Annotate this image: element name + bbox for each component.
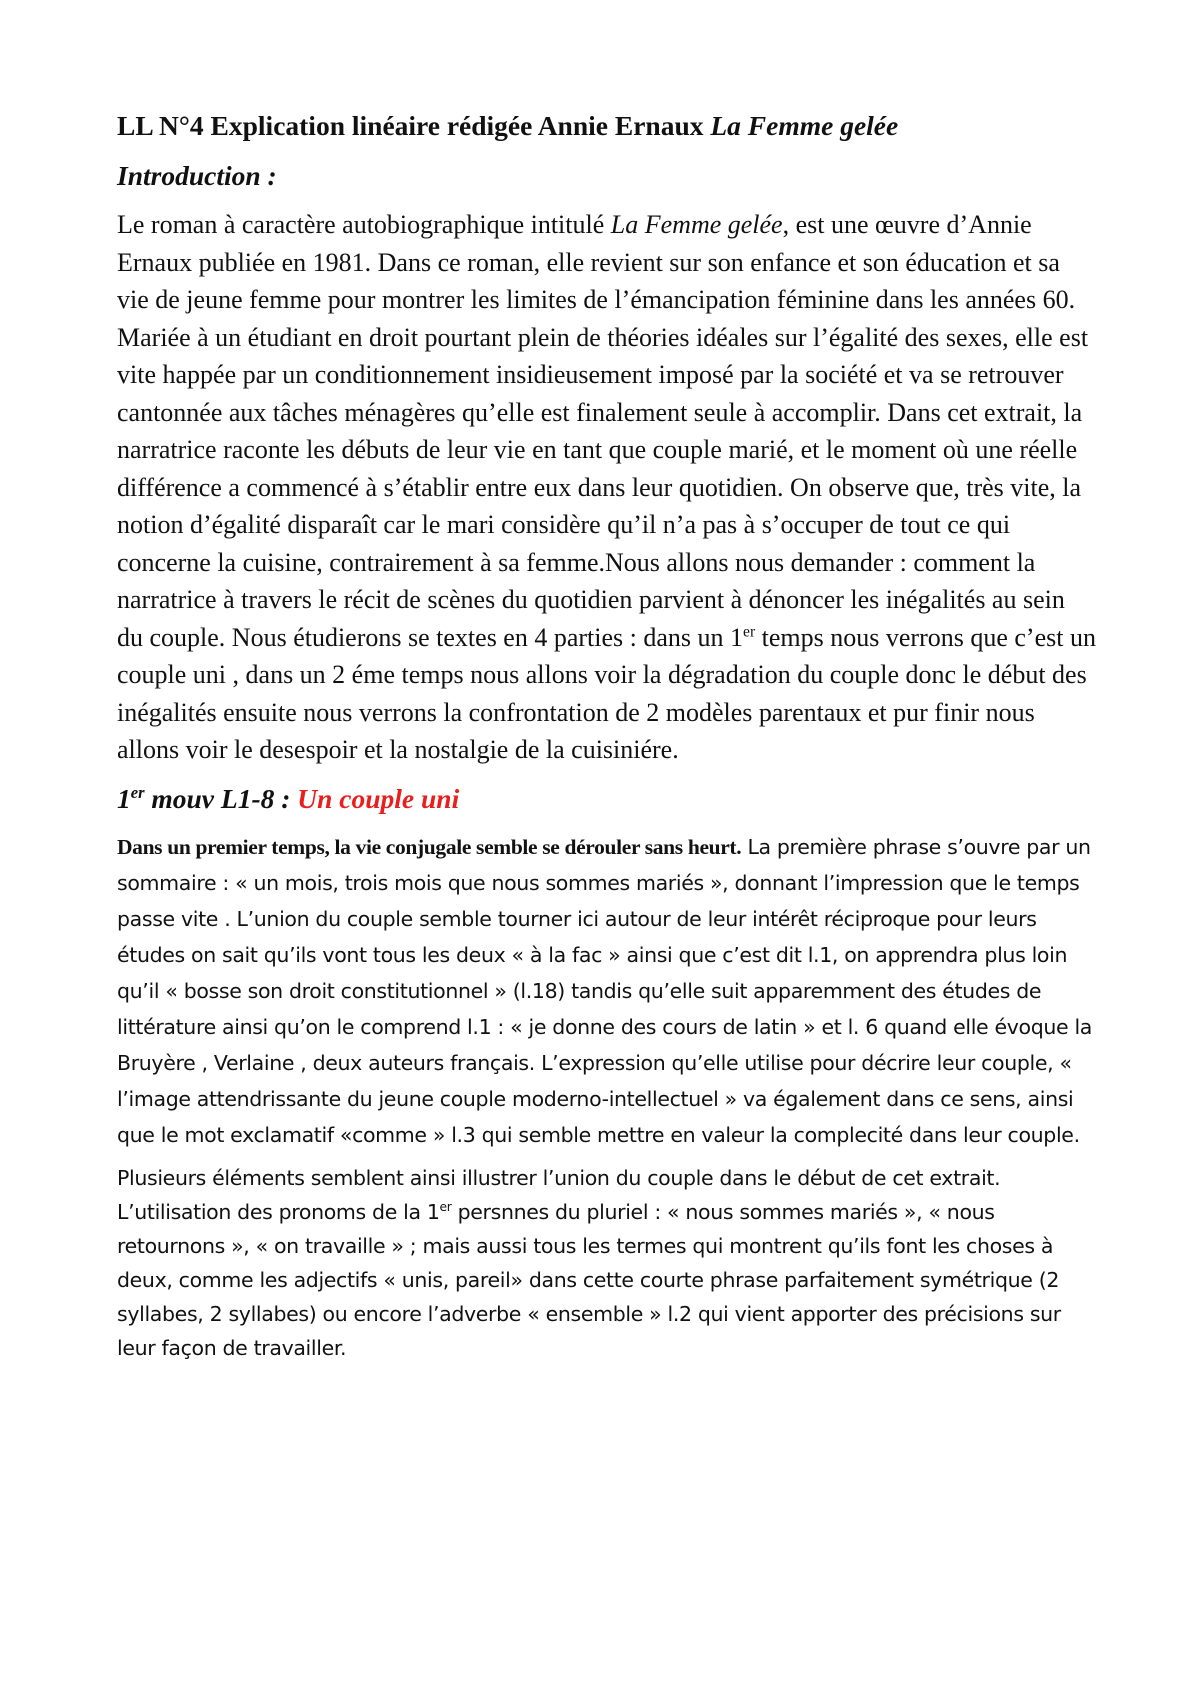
paragraph-2-text-a: Plusieurs éléments semblent ainsi illustrer l’union du couple dans le début de cet extrait. L’utilisation des pronoms de la 1 [117, 1165, 1001, 1224]
title-main: LL N°4 Explication linéaire rédigée Annie Ernaux [117, 110, 711, 141]
paragraph-lead-sentence: Dans un premier temps, la vie conjugale semble se dérouler sans heurt. [117, 834, 742, 859]
movement-title: Un couple uni [297, 782, 460, 814]
intro-work-title: La Femme gelée [610, 210, 783, 239]
title-work: La Femme gelée [710, 110, 899, 141]
intro-superscript: er [743, 622, 756, 640]
introduction-paragraph [117, 206, 1097, 769]
movement-paragraph-1 [117, 829, 1097, 1153]
document-title [117, 110, 1097, 142]
introduction-heading: Introduction : [117, 160, 277, 191]
paragraph-2-text-b: persnnes du pluriel : « nous sommes mariés », « nous retournons », « on travaille » ; mais aussi tous les termes qui montrent qu’ils font les choses à deux, comme les adjectifs « unis, pareil» dans cette courte phrase parfaitement symétrique (2 syllabes, 2 syllabes) ou encore l’adverbe « ensemble » l.2 qui vient apporter des précisions sur leur façon de travailler. [117, 1199, 1061, 1360]
movement-paragraph-2 [117, 1161, 1097, 1365]
intro-text-a: Le roman à caractère autobiographique intitulé [117, 210, 611, 239]
document-page [117, 110, 1097, 1373]
intro-text-b: , est une œuvre d’Annie Ernaux publiée en 1981. Dans ce roman, elle revient sur son enfance et son éducation et sa vie de jeune femme pour montrer les limites de l’émancipation féminine dans les années 60. Mariée à un étudiant en droit pourtant plein de théories idéales sur l’égalité des sexes, elle est vite happée par un conditionnement insidieusement imposé par la société et va se retrouver cantonnée aux tâches ménagères qu’elle est finalement seule à accomplir. Dans cet extrait, la narratrice raconte les débuts de leur vie en tant que couple marié, et le moment où une réelle différence a commencé à s’établir entre eux dans leur quotidien. On observe que, très vite, la notion d’égalité disparaît car le mari considère qu’il n’a pas à s’occuper de tout ce qui concerne la cuisine, contrairement à sa femme.Nous allons nous demander : comment la narratrice à travers le récit de scènes du quotidien parvient à dénoncer les inégalités au sein du couple. Nous étudierons se textes en 4 parties : dans un 1 [117, 210, 1089, 652]
movement-heading [117, 783, 1097, 815]
intro-text-c: temps nous verrons que c’est un couple uni , dans un 2 éme temps nous allons voir la dégradation du couple donc le début des inégalités ensuite nous verrons la confrontation de 2 modèles parentaux et pur finir nous allons voir le desespoir et la nostalgie de la cuisiniére. [117, 622, 1096, 764]
movement-superscript: er [130, 782, 145, 802]
paragraph-2-superscript: er [439, 1199, 452, 1214]
paragraph-1-text: La première phrase s’ouvre par un sommaire : « un mois, trois mois que nous sommes mariés », donnant l’impression que le temps passe vite . L’union du couple semble tourner ici autour de leur intérêt réciproque pour leurs études on sait qu’ils vont tous les deux « à la fac » ainsi que c’est dit l.1, on apprendra plus loin qu’il « bosse son droit constitutionnel » (l.18) tandis qu’elle suit apparemment des études de littérature ainsi qu’on le comprend l.1 : « je donne des cours de latin » et l. 6 quand elle évoque la Bruyère , Verlaine , deux auteurs français. L’expression qu’elle utilise pour décrire leur couple, « l’image attendrissante du jeune couple moderno-intellectuel » va également dans ce sens, ainsi que le mot exclamatif «comme » l.3 qui semble mettre en valeur la complecité dans leur couple. [117, 834, 1093, 1147]
movement-label: mouv L1-8 : [144, 782, 298, 814]
movement-number: 1 [117, 782, 131, 814]
